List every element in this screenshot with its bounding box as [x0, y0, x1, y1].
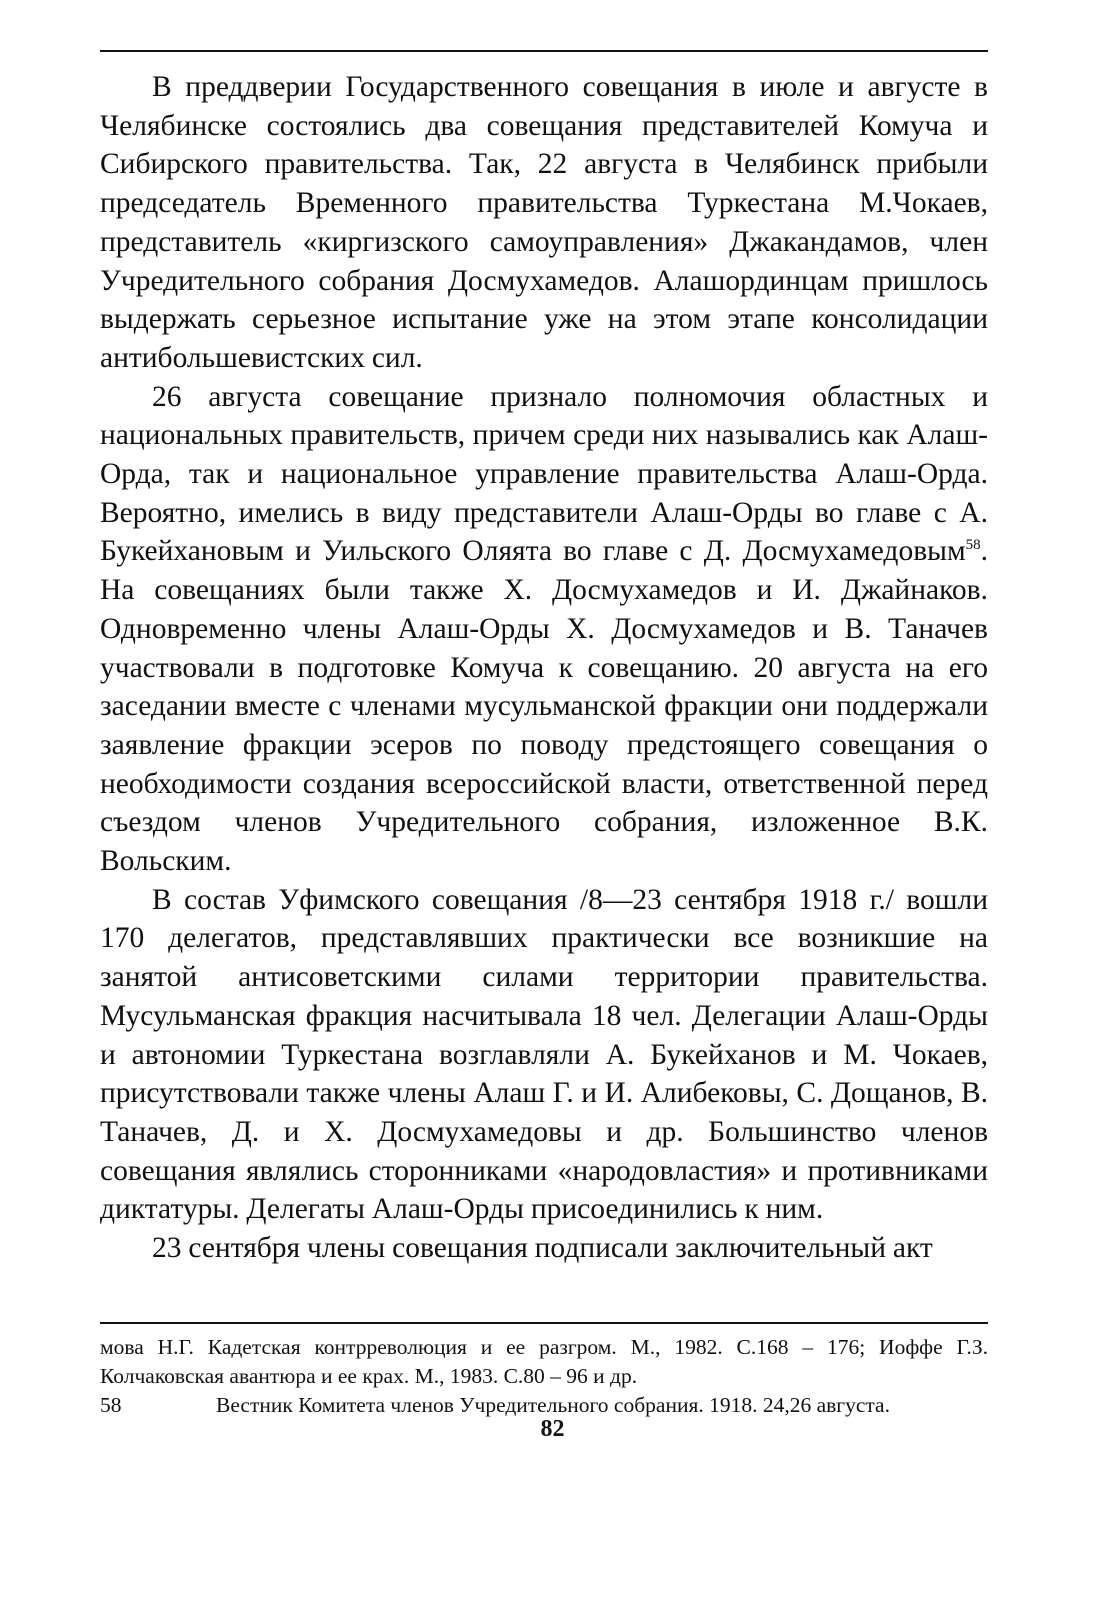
- footnote-58-number: 58: [100, 1393, 122, 1417]
- paragraph-2-part-b: . На совещаниях были также Х. Досмухамедов и И. Джайнаков. Одновременно члены Алаш-Орды Х. Досмухамедов и В. Таначев участвовали в подготовке Комуча к совещанию. 20 августа на его заседании вместе с членами мусульманской фракции они поддержали заявление фракции эсеров по поводу предстоящего совещания о необходимости создания всероссийской власти, ответственной перед съездом членов Учредительного собрания, изложенное В.К. Вольским.: [100, 535, 988, 878]
- page-number: 82: [540, 1416, 565, 1442]
- paragraph-4: 23 сентября члены совещания подписали заключительный акт: [152, 1232, 933, 1265]
- paragraph-3: В состав Уфимского совещания /8—23 сентября 1918 г./ вошли 170 делегатов, представлявших практически все возникшие на занятой антисоветскими силами территории правительства. Мусульманская фракция насчитывала 18 чел. Делегации Алаш-Орды и автономии Туркестана возглавляли А. Букейханов и М. Чокаев, присутствовали также члены Алаш Г. и И. Алибековы, С. Дощанов, В. Таначев, Д. и Х. Досмухамедовы и др. Большинство членов совещания являлись сторонниками «народовластия» и противниками диктатуры. Делегаты Алаш-Орды присоединились к ним.: [100, 883, 988, 1226]
- top-rule: [100, 50, 988, 52]
- footnote-rule: [100, 1322, 988, 1324]
- main-text: [100, 68, 988, 1268]
- footnotes: [100, 1333, 988, 1420]
- footnote-continuation: мова Н.Г. Кадетская контрреволюция и ее разгром. М., 1982. С.168 – 176; Иоффе Г.З. Колчаковская авантюра и ее крах. М., 1983. С.80 – 96 и др.: [100, 1335, 988, 1388]
- paragraph-1: В преддверии Государственного совещания в июле и августе в Челябинске состоялись два совещания представителей Комуча и Сибирского правительства. Так, 22 августа в Челябинск прибыли председатель Временного правительства Туркестана М.Чокаев, представитель «киргизского самоуправления» Джакандамов, член Учредительного собрания Досмухамедов. Алашординцам пришлось выдержать серьезное испытание уже на этом этапе консолидации антибольшевистских сил.: [100, 71, 988, 374]
- footnote-ref-58: 58: [965, 537, 981, 554]
- footnote-58-text: Вестник Комитета членов Учредительного собрания. 1918. 24,26 августа.: [216, 1393, 890, 1417]
- paragraph-2: [100, 378, 988, 881]
- paragraph-2-part-a: 26 августа совещание признало полномочия областных и национальных правительств, причем среди них назывались как Алаш-Орда, так и национальное управление правительства Алаш-Орда. Вероятно, имелись в виду представители Алаш-Орды во главе с А. Букейхановым и Уильского Оляята во главе с Д. Досмухамедовым: [100, 380, 988, 568]
